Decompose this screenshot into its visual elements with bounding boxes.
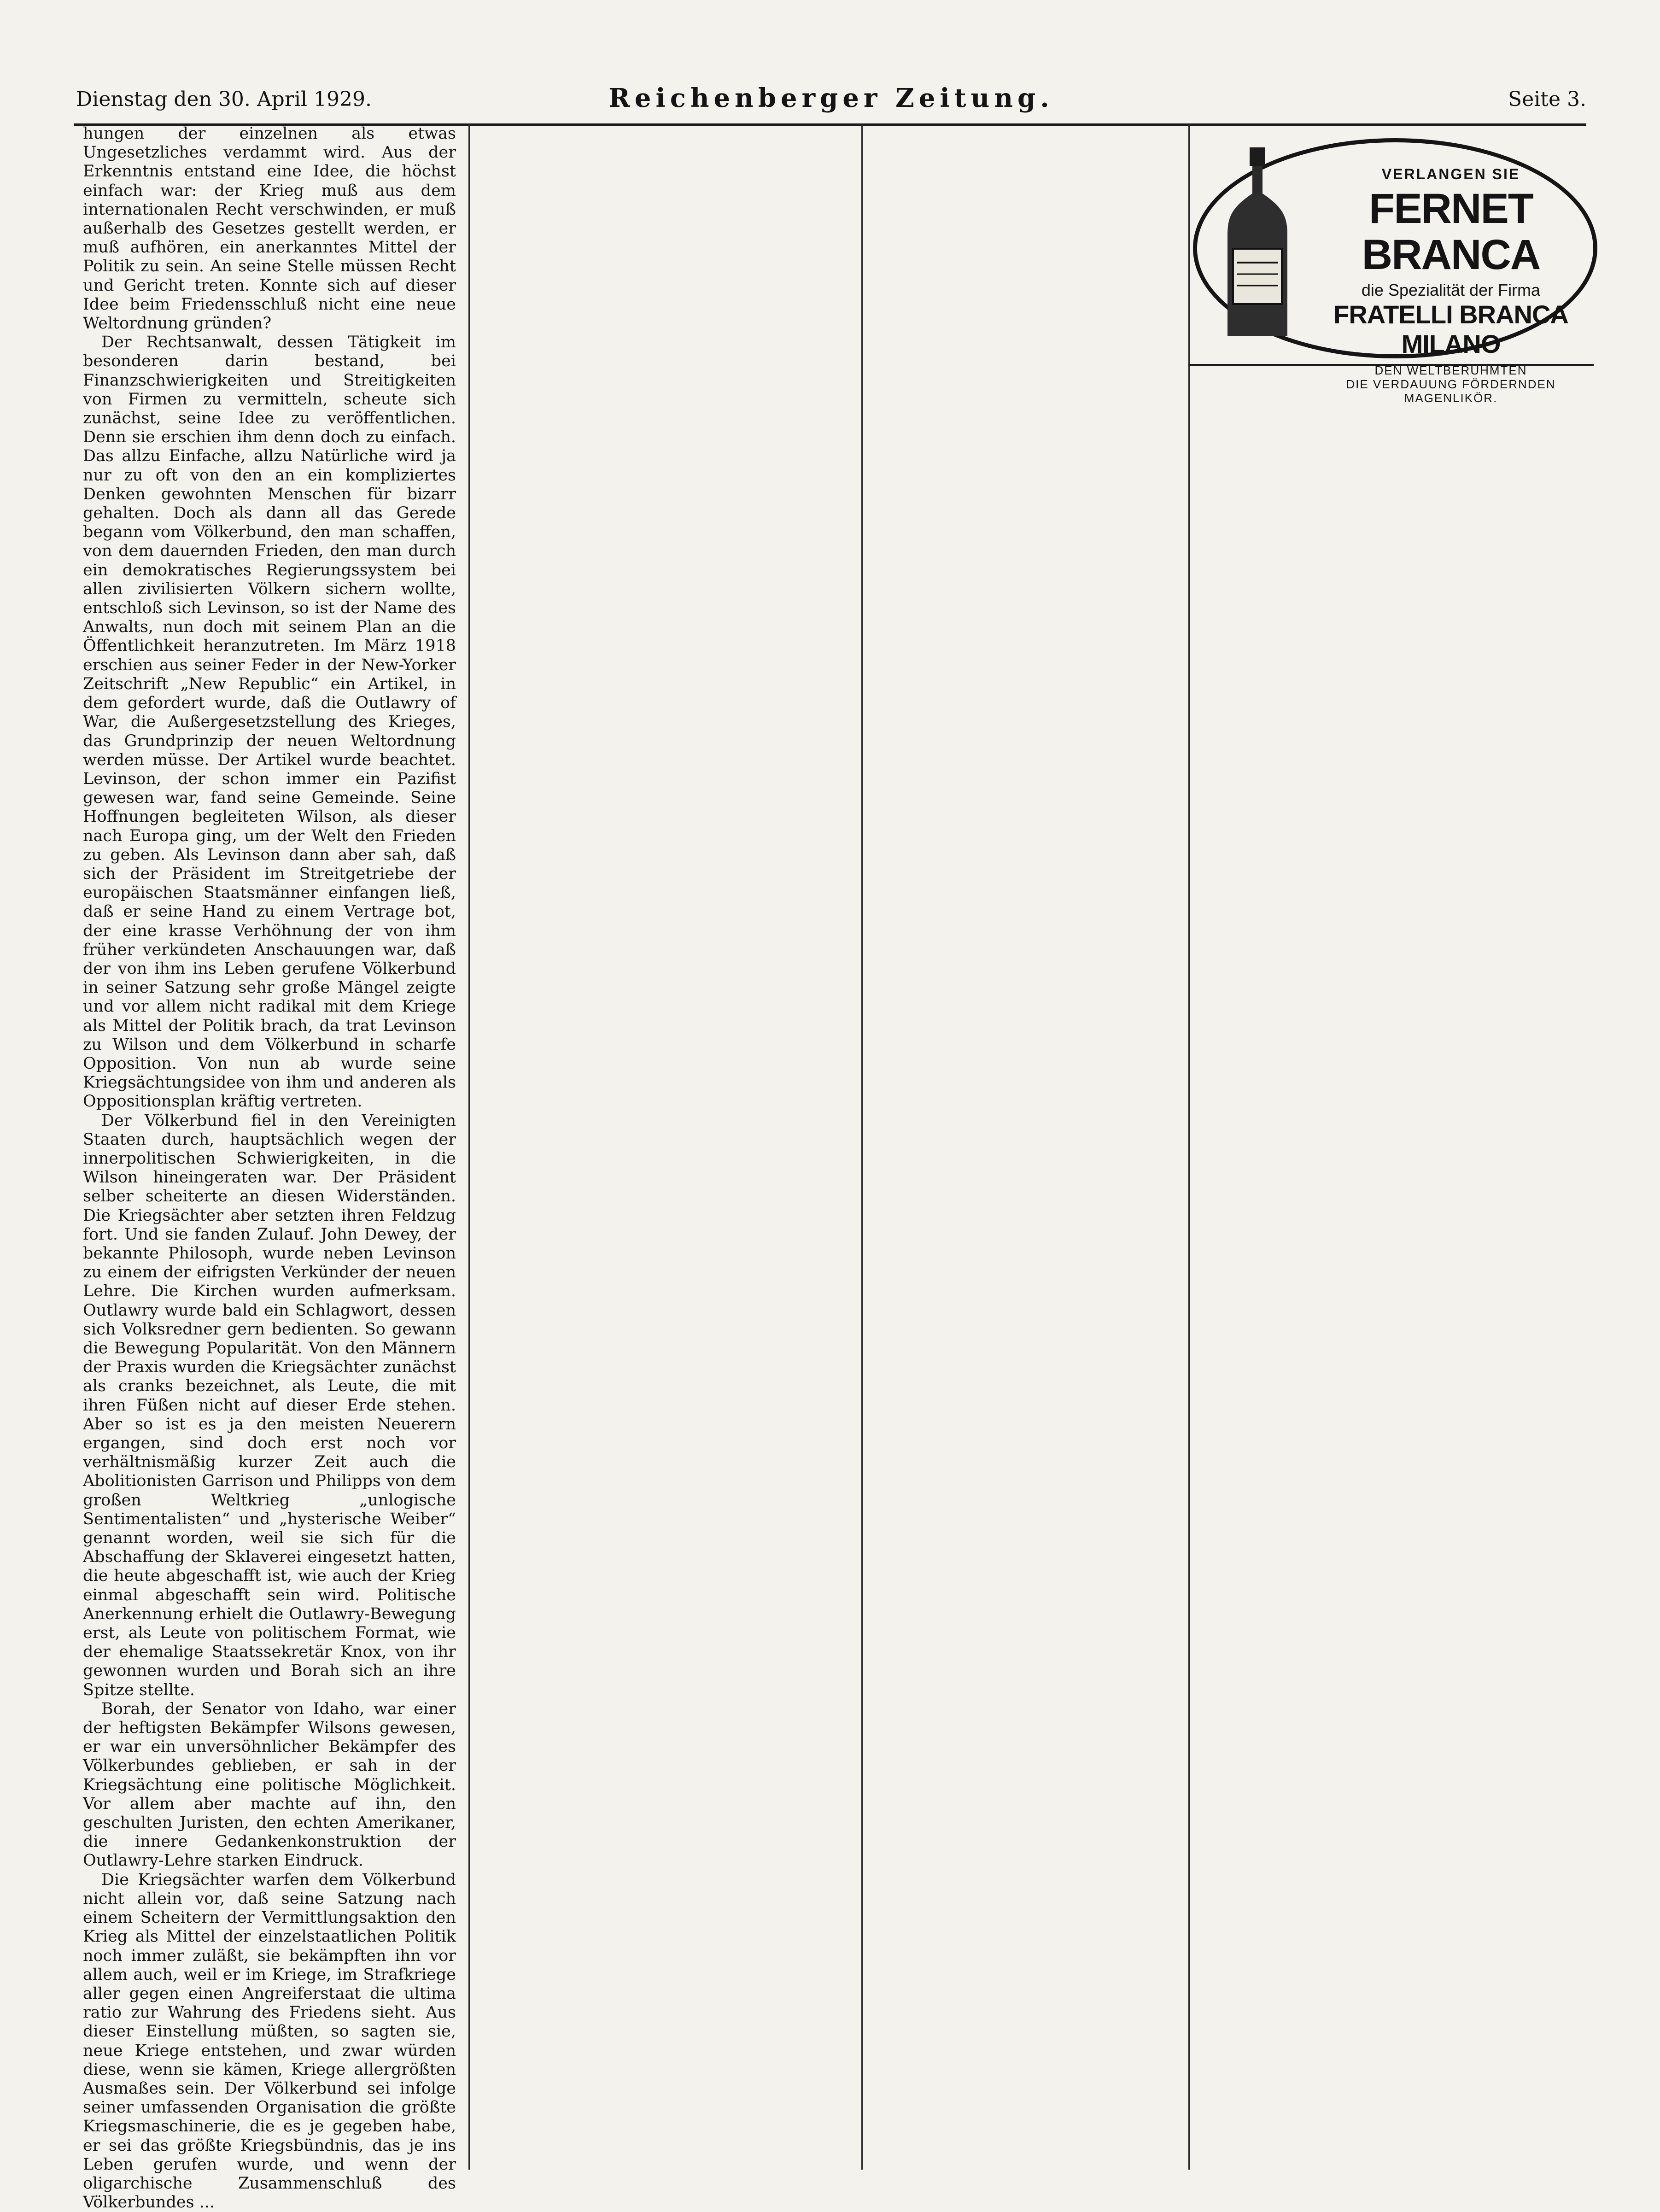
ad-brand: FERNET BRANCA [1362, 185, 1540, 278]
column-divider [1188, 124, 1190, 2170]
paragraph: Der Rechtsanwalt, dessen Tätigkeit im besonderen darin bestand, bei Finanzschwierigkeiten und Streitigkeiten von Firmen zu vermitteln, scheute sich zunächst, seine Idee zu veröffentlichen. Denn sie erschien ihm denn doch zu einfach. Das allzu Einfache, allzu Natürliche wird ja nur zu oft von den an ein kompliziertes Denken gewohnten Menschen für bizarr gehalten. Doch als dann all das Gerede begann vom Völkerbund, den man schaffen, von dem dauernden Frieden, den man durch ein demokratisches Regierungssystem bei allen zivilisierten Völkern sichern wollte, entschloß sich Levinson, so ist der Name des Anwalts, nun doch mit seinem Plan an die Öffentlichkeit heranzutreten. Im März 1918 erschien aus seiner Feder in der New-Yorker Zeitschrift „New Republic“ ein Artikel, in dem gefordert wurde, daß die Outlawry of War, die Außergesetzstellung des Krieges, das Grundprinzip der neuen Weltordnung werden müsse. Der Artikel wurde beachtet. Levinson, der schon immer ein Pazifist gewesen war, fand seine Gemeinde. Seine Hoffnungen begleiteten Wilson, als dieser nach Europa ging, um der Welt den Frieden zu geben. Als Levinson dann aber sah, daß sich der Präsident im Streitgetriebe der europäischen Staatsmänner einfangen ließ, daß er seine Hand zu einem Vertrage bot, der eine krasse Verhöhnung der von ihm früher verkündeten Anschauungen war, daß der von ihm ins Leben gerufene Völkerbund in seiner Satzung sehr große Mängel zeigte und vor allem nicht radikal mit dem Kriege als Mittel der Politik brach, da trat Levinson zu Wilson und dem Völkerbund in scharfe Opposition. Von nun ab wurde seine Kriegsächtungsidee von ihm und anderen als Oppositionsplan kräftig vertreten. [83, 333, 456, 1111]
paragraph: Die Kriegsächter warfen dem Völkerbund nicht allein vor, daß seine Satzung nach einem Scheitern der Vermittlungsaktion den Krieg als Mittel der einzelstaatlichen Politik noch immer zuläßt, sie bekämpften ihn vor allem auch, weil er im Kriege, im Strafkriege aller gegen einen Angreiferstaat die ultima ratio zur Wahrung des Friedens sieht. Aus dieser Einstellung müßten, so sagten sie, neue Kriege entstehen, und zwar würden diese, wenn sie kämen, Kriege allergrößten Ausmaßes sein. Der Völkerbund sei infolge seiner umfassenden Organisation die größte Kriegsmaschinerie, die es je gegeben habe, er sei das größte Kriegsbündnis, das je ins Leben gerufen wurde, und wenn der oligarchische Zusammenschluß des Völkerbundes ... [83, 1870, 456, 2212]
ad-line: VERLANGEN SIE [1381, 166, 1520, 182]
column-divider [861, 124, 863, 2170]
column-divider [468, 124, 470, 2170]
bottle-icon [1214, 147, 1301, 341]
paragraph: Borah, der Senator von Idaho, war einer der heftigsten Bekämpfer Wilsons gewesen, er war ein unversöhnlicher Bekämpfer des Völkerbundes geblieben, er sah in der Kriegsächtung eine politische Möglichkeit. Vor allem aber machte auf ihn, den geschulten Juristen, den echten Amerikaner, die innere Gedankenkonstruktion der Outlawry-Lehre starken Eindruck. [83, 1699, 456, 1870]
ad-text [1322, 166, 1580, 405]
header-date: Dienstag den 30. April 1929. [76, 88, 372, 111]
ad-firm: FRATELLI BRANCA MILANO [1333, 300, 1568, 358]
page-number: Seite 3. [1508, 88, 1586, 111]
page-header [76, 83, 1586, 120]
ad-line: die Spezialität der Firma [1361, 281, 1541, 299]
ad-rule [1188, 364, 1594, 366]
ad-line: DEN WELTBERÜHMTEN DIE VERDAUUNG FÖRDERNDEN MAGENLIKÖR. [1346, 363, 1556, 405]
column-1 [83, 124, 456, 2212]
paragraph: hungen der einzelnen als etwas Ungesetzliches verdammt wird. Aus der Erkenntnis entstand eine Idee, die höchst einfach war: der Krieg muß aus dem internationalen Recht verschwinden, er muß außerhalb des Gesetzes gestellt werden, er muß aufhören, ein anerkanntes Mittel der Politik zu sein. An seine Stelle müssen Recht und Gericht treten. Konnte sich auf dieser Idee beim Friedensschluß nicht eine neue Weltordnung gründen? [83, 124, 456, 333]
masthead: Reichenberger Zeitung. [608, 83, 1054, 113]
advertisement-fernet-branca [1188, 138, 1594, 405]
paragraph: Der Völkerbund fiel in den Vereinigten Staaten durch, hauptsächlich wegen der innerpolitischen Schwierigkeiten, in die Wilson hineingeraten war. Der Präsident selber scheiterte an diesen Widerständen. Die Kriegsächter aber setzten ihren Feldzug fort. Und sie fanden Zulauf. John Dewey, der bekannte Philosoph, wurde neben Levinson zu einem der eifrigsten Verkünder der neuen Lehre. Die Kirchen wurden aufmerksam. Outlawry wurde bald ein Schlagwort, dessen sich Volksredner gern bedienten. So gewann die Bewegung Popularität. Von den Männern der Praxis wurden die Kriegsächter zunächst als cranks bezeichnet, als Leute, die mit ihren Füßen nicht auf dieser Erde stehen. Aber so ist es ja den meisten Neuerern ergangen, sind doch erst noch vor verhältnismäßig kurzer Zeit auch die Abolitionisten Garrison und Philipps von dem großen Weltkrieg „unlogische Sentimentalisten“ und „hysterische Weiber“ genannt worden, weil sie sich für die Abschaffung der Sklaverei eingesetzt hatten, die heute abgeschafft ist, wie auch der Krieg einmal abgeschafft sein wird. Politische Anerkennung erhielt die Outlawry-Bewegung erst, als Leute von politischem Format, wie der ehemalige Staatssekretär Knox, von ihr gewonnen wurden und Borah sich an ihre Spitze stellte. [83, 1111, 456, 1699]
